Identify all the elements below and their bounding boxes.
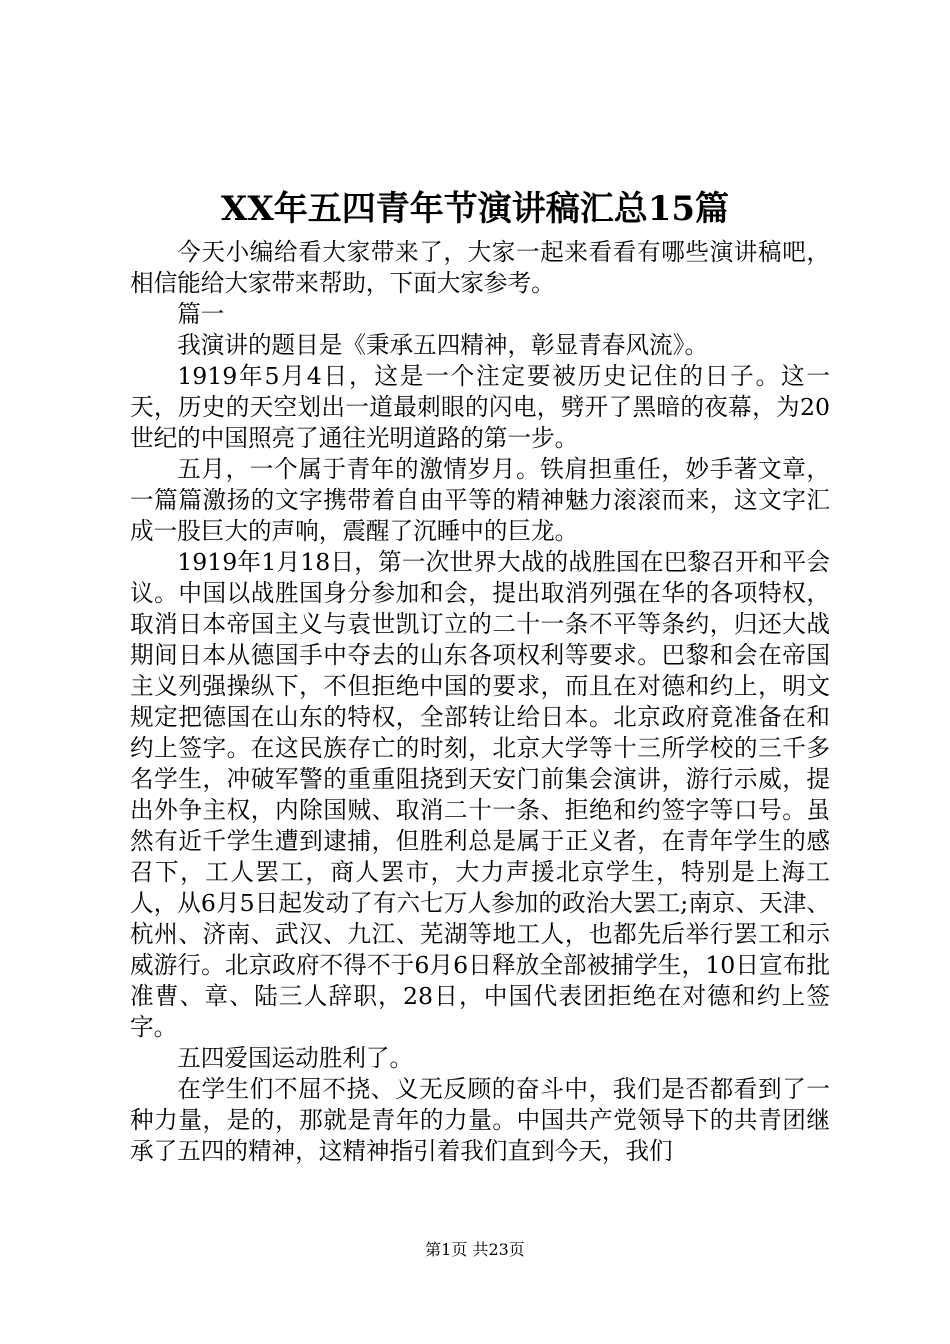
- document-body: [130, 237, 830, 1167]
- paragraph: 1919年1月18日，第一次世界大战的战胜国在巴黎召开和平会议。中国以战胜国身分参加和会，提出取消列强在华的各项特权，取消日本帝国主义与袁世凯订立的二十一条不平等条约，归还大战期间日本从德国手中夺去的山东各项权利等要求。巴黎和会在帝国主义列强操纵下，不但拒绝中国的要求，而且在对德和约上，明文规定把德国在山东的特权，全部转让给日本。北京政府竟准备在和约上签字。在这民族存亡的时刻，北京大学等十三所学校的三千多名学生，冲破军警的重重阻挠到天安门前集会演讲，游行示威，提出外争主权，内除国贼、取消二十一条、拒绝和约签字等口号。虽然有近千学生遭到逮捕，但胜利总是属于正义者，在青年学生的感召下，工人罢工，商人罢市，大力声援北京学生，特别是上海工人，从6月5日起发动了有六七万人参加的政治大罢工;南京、天津、杭州、济南、武汉、九江、芜湖等地工人，也都先后举行罢工和示威游行。北京政府不得不于6月6日释放全部被捕学生，10日宣布批准曹、章、陆三人辞职，28日，中国代表团拒绝在对德和约上签字。: [130, 548, 830, 1041]
- paragraph: 1919年5月4日，这是一个注定要被历史记住的日子。这一天，历史的天空划出一道最刺眼的闪电，劈开了黑暗的夜幕，为20世纪的中国照亮了通往光明道路的第一步。: [130, 362, 830, 452]
- document-title: XX年五四青年节演讲稿汇总15篇: [220, 189, 730, 229]
- paragraph: 今天小编给看大家带来了，大家一起来看看有哪些演讲稿吧，相信能给大家带来帮助，下面大家参考。: [130, 238, 830, 297]
- paragraph: 五四爱国运动胜利了。: [177, 1044, 414, 1072]
- paragraph: 我演讲的题目是《秉承五四精神，彰显青春风流》。: [177, 331, 709, 359]
- page-number-footer: 第1页 共23页: [425, 1240, 525, 1259]
- paragraph: 五月，一个属于青年的激情岁月。铁肩担重任，妙手著文章，一篇篇激扬的文字携带着自由平等的精神魅力滚滚而来，这文字汇成一股巨大的声响，震醒了沉睡中的巨龙。: [130, 455, 830, 545]
- section-heading: 篇一: [177, 300, 225, 328]
- paragraph: 在学生们不屈不挠、义无反顾的奋斗中，我们是否都看到了一种力量，是的，那就是青年的力量。中国共产党领导下的共青团继承了五四的精神，这精神指引着我们直到今天，我们: [130, 1075, 830, 1165]
